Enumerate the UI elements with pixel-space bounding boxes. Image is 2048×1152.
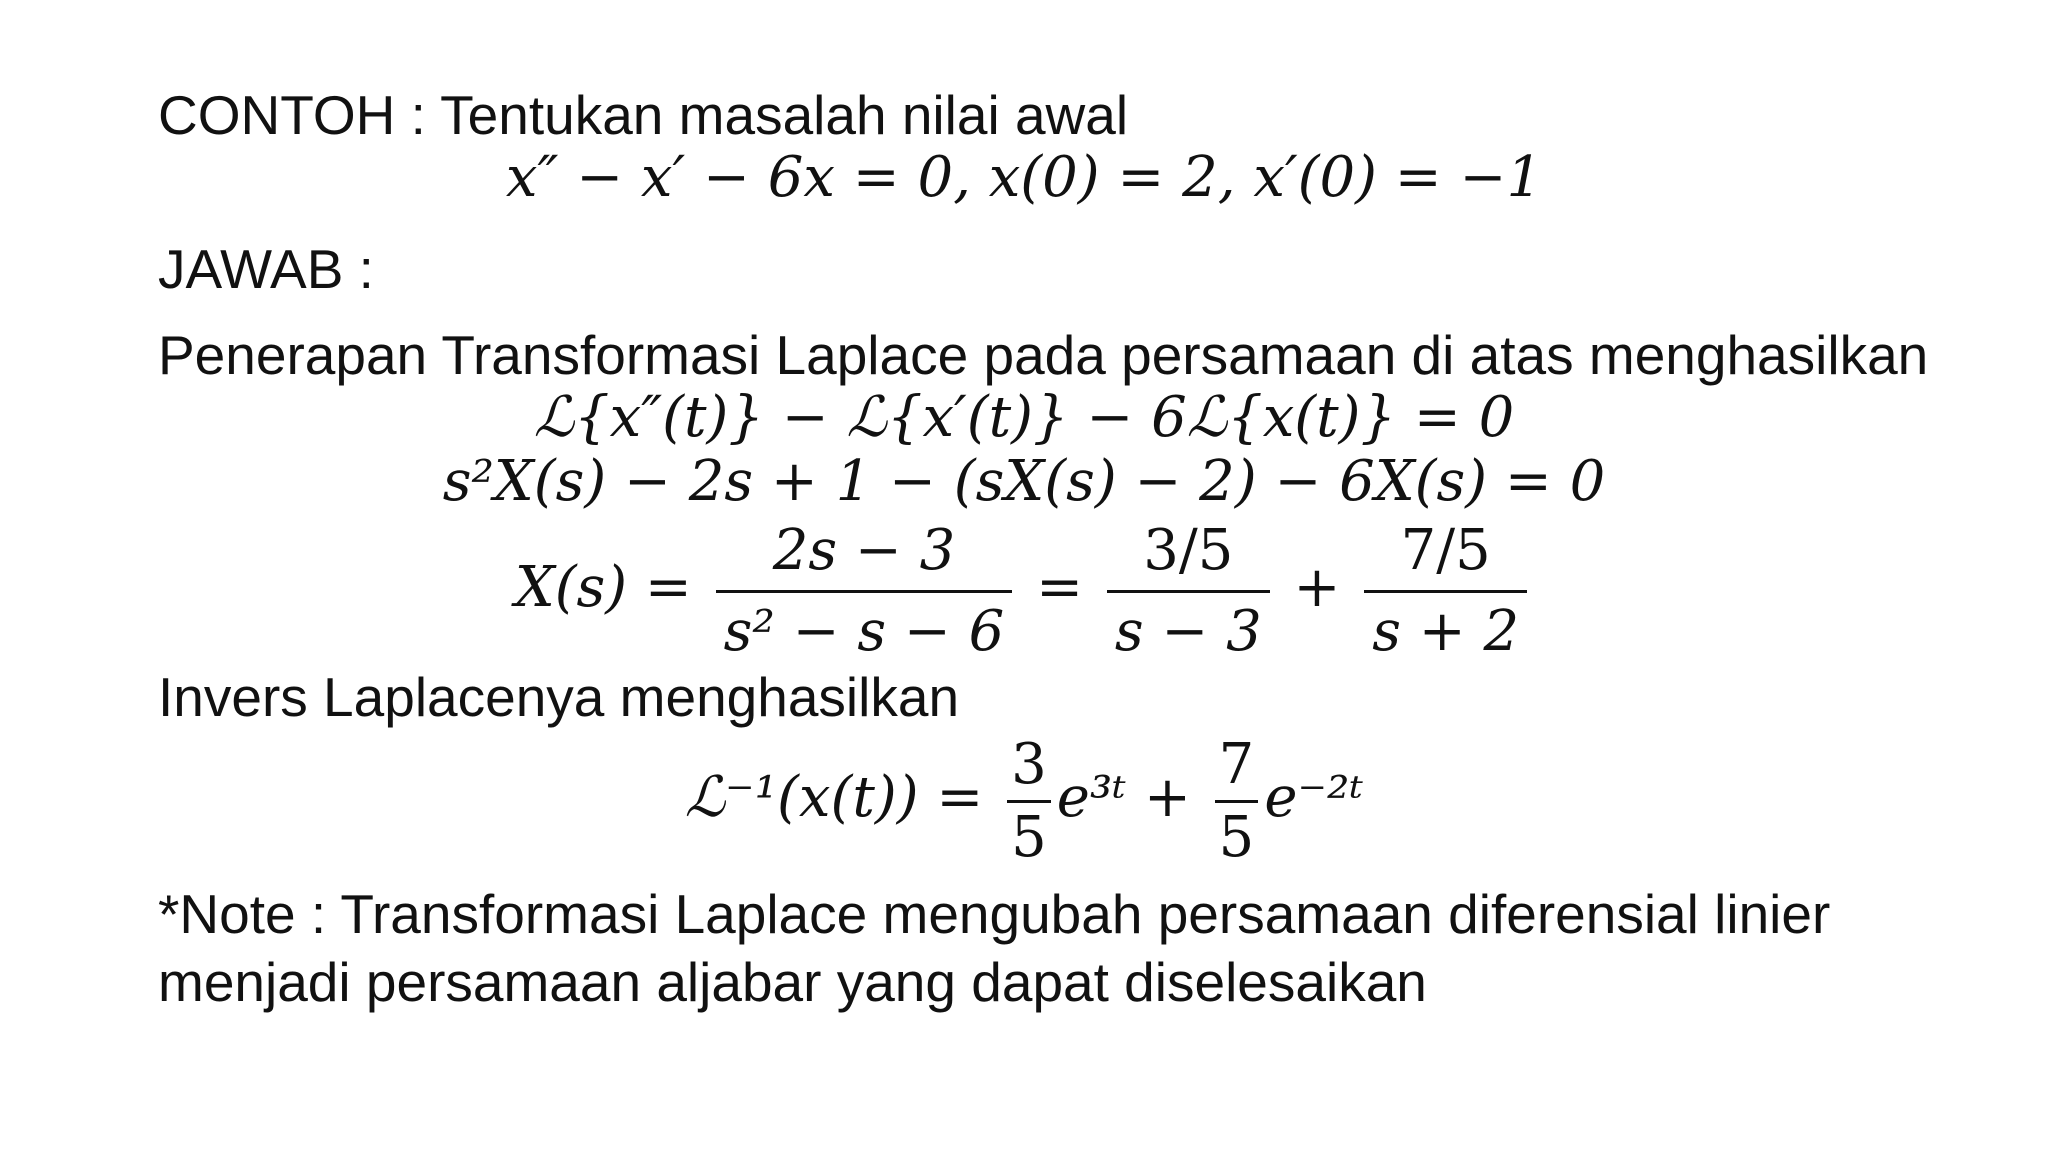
solution-fraction-1-numerator: 2s − 3 <box>716 512 1013 593</box>
step2-text: Invers Laplacenya menghasilkan <box>158 666 960 728</box>
algebraic-equation: s²X(s) − 2s + 1 − (sX(s) − 2) − 6X(s) = 0 <box>442 449 1606 514</box>
inverse-plus-sign: + <box>1143 765 1191 830</box>
note-line-1: *Note : Transformasi Laplace mengubah persamaan diferensial linier <box>158 883 1831 945</box>
inverse-fraction-1-numerator: 3 <box>1007 730 1051 803</box>
answer-label: JAWAB : <box>158 238 374 300</box>
inverse-fraction-2 <box>1215 730 1259 873</box>
solution-fraction-3-numerator: 7/5 <box>1364 512 1527 593</box>
inverse-lhs: ℒ⁻¹(x(t)) = <box>684 765 984 830</box>
solution-fraction-2-numerator: 3/5 <box>1107 512 1270 593</box>
intro-text: CONTOH : Tentukan masalah nilai awal <box>158 84 1129 146</box>
solution-equation <box>0 512 2048 662</box>
inverse-fraction-1 <box>1007 730 1051 873</box>
solution-fraction-3-denominator: s + 2 <box>1372 599 1520 664</box>
inverse-fraction-1-denominator: 5 <box>1011 805 1047 870</box>
problem-equation: x″ − x′ − 6x = 0, x(0) = 2, x′(0) = −1 <box>505 145 1543 210</box>
inverse-term-1: e³ᵗ <box>1056 765 1127 830</box>
inverse-fraction-2-numerator: 7 <box>1215 730 1259 803</box>
solution-equals-sign: = <box>1036 555 1084 620</box>
solution-plus-sign: + <box>1293 555 1341 620</box>
step1-text: Penerapan Transformasi Laplace pada persamaan di atas menghasilkan <box>158 324 1929 386</box>
inverse-fraction-2-denominator: 5 <box>1218 805 1255 870</box>
inverse-term-2: e⁻²ᵗ <box>1264 765 1364 830</box>
note <box>158 880 1830 1016</box>
laplace-equation: ℒ{x″(t)} − ℒ{x′(t)} − 6ℒ{x(t)} = 0 <box>533 385 1515 450</box>
solution-fraction-1-denominator: s² − s − 6 <box>723 599 1005 664</box>
note-line-2: menjadi persamaan aljabar yang dapat diselesaikan <box>158 951 1427 1013</box>
inverse-equation <box>0 730 2048 870</box>
solution-fraction-3 <box>1364 512 1527 671</box>
solution-lhs: X(s) = <box>514 555 692 620</box>
solution-fraction-2 <box>1107 512 1270 671</box>
solution-fraction-2-denominator: s − 3 <box>1114 599 1262 664</box>
solution-fraction-1 <box>716 512 1013 671</box>
